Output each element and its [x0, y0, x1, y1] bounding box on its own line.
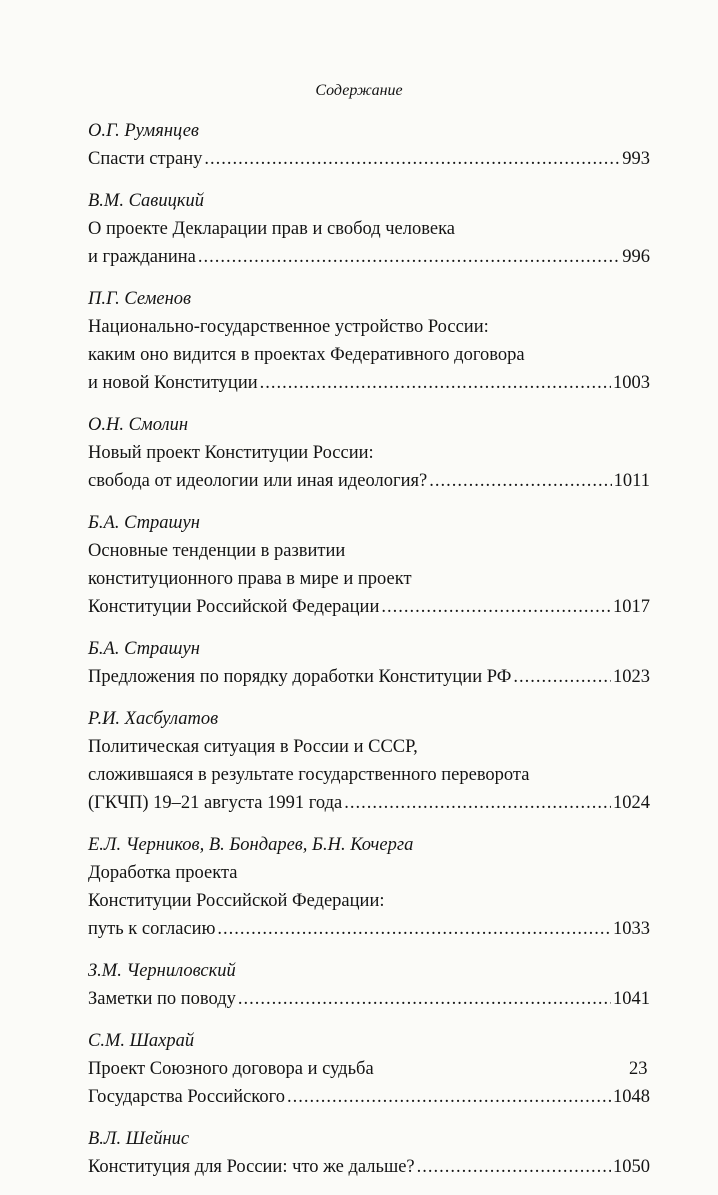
- dot-leader: [198, 243, 620, 271]
- toc-entry: [88, 957, 650, 1013]
- toc-author: С.М. Шахрай: [88, 1031, 195, 1051]
- dot-leader: [238, 985, 611, 1013]
- toc-title-line: Предложения по порядку доработки Конституции РФ: [88, 667, 512, 687]
- toc-entry: [88, 117, 650, 173]
- toc-title-line: О проекте Декларации прав и свобод человека: [88, 219, 456, 239]
- toc-author: Р.И. Хасбулатов: [88, 709, 219, 729]
- toc-page-ref: 1048: [613, 1087, 650, 1107]
- toc-entry: [88, 705, 650, 817]
- toc-entry: [88, 285, 650, 397]
- toc-title-line: Заметки по поводу: [88, 989, 236, 1009]
- toc-title-line: каким оно видится в проектах Федеративного договора: [88, 345, 525, 365]
- toc-title-line: Государства Российского: [88, 1087, 285, 1107]
- toc-title-line: сложившаяся в результате государственного переворота: [88, 765, 530, 785]
- toc-page-ref: 1011: [613, 471, 650, 491]
- toc-title-line: путь к согласию: [88, 919, 216, 939]
- toc-entry: [88, 509, 650, 621]
- toc-leader-line: [88, 985, 650, 1013]
- toc-page-ref: 996: [622, 247, 650, 267]
- dot-leader: [417, 1153, 611, 1181]
- toc-entry: [88, 635, 650, 691]
- toc-title-line: Конституции Российской Федерации: [88, 597, 380, 617]
- toc-title-line: Основные тенденции в развитии: [88, 541, 346, 561]
- toc-title-line: Национально-государственное устройство России:: [88, 317, 489, 337]
- toc-author: Б.А. Страшун: [88, 639, 200, 659]
- toc-page-ref: 1041: [613, 989, 650, 1009]
- toc-leader-line: [88, 789, 650, 817]
- toc-title-line: и гражданина: [88, 247, 196, 267]
- toc-entry: [88, 411, 650, 495]
- toc-entry: [88, 1027, 650, 1111]
- toc-page-ref: 1023: [613, 667, 650, 687]
- toc-author: В.Л. Шейнис: [88, 1129, 190, 1149]
- toc-title-line: (ГКЧП) 19–21 августа 1991 года: [88, 793, 343, 813]
- toc-title-line: и новой Конституции: [88, 373, 258, 393]
- toc-title-line: Проект Союзного договора и судьба: [88, 1059, 374, 1079]
- toc-title-line: Доработка проекта: [88, 863, 238, 883]
- toc-entry: [88, 1125, 650, 1181]
- toc-page-ref: 1024: [613, 793, 650, 813]
- toc-leader-line: [88, 243, 650, 271]
- toc-entry: [88, 831, 650, 943]
- toc-leader-line: [88, 145, 650, 173]
- toc-page-ref: 1017: [613, 597, 650, 617]
- table-of-contents: [88, 117, 650, 1195]
- toc-leader-line: [88, 663, 650, 691]
- toc-page-ref: 1050: [613, 1157, 650, 1177]
- dot-leader: [344, 789, 611, 817]
- dot-leader: [260, 369, 611, 397]
- dot-leader: [513, 663, 611, 691]
- toc-title-line: Конституция для России: что же дальше?: [88, 1157, 415, 1177]
- toc-title-line: Спасти страну: [88, 149, 203, 169]
- toc-title-line: конституционного права в мире и проект: [88, 569, 412, 589]
- toc-page-ref: 993: [622, 149, 650, 169]
- toc-author: О.Н. Смолин: [88, 415, 189, 435]
- toc-leader-line: [88, 915, 650, 943]
- toc-title-line: Политическая ситуация в России и СССР,: [88, 737, 418, 757]
- toc-leader-line: [88, 593, 650, 621]
- dot-leader: [204, 145, 620, 173]
- toc-leader-line: [88, 1153, 650, 1181]
- toc-leader-line: [88, 369, 650, 397]
- toc-author: Е.Л. Черников, В. Бондарев, Б.Н. Кочерга: [88, 835, 414, 855]
- toc-author: Б.А. Страшун: [88, 513, 200, 533]
- toc-author: П.Г. Семенов: [88, 289, 192, 309]
- toc-page-ref: 1033: [613, 919, 650, 939]
- toc-author: О.Г. Румянцев: [88, 121, 199, 141]
- toc-leader-line: [88, 467, 650, 495]
- toc-author: З.М. Черниловский: [88, 961, 236, 981]
- toc-title-line: Конституции Российской Федерации:: [88, 891, 385, 911]
- dot-leader: [217, 915, 611, 943]
- dot-leader: [429, 467, 611, 495]
- toc-title-line: свобода от идеологии или иная идеология?: [88, 471, 428, 491]
- running-header: Содержание: [315, 82, 403, 99]
- toc-leader-line: [88, 1083, 650, 1111]
- page-number: 23: [629, 1059, 648, 1079]
- dot-leader: [287, 1083, 611, 1111]
- toc-author: В.М. Савицкий: [88, 191, 204, 211]
- toc-entry: [88, 187, 650, 271]
- toc-page-ref: 1003: [613, 373, 650, 393]
- dot-leader: [381, 593, 611, 621]
- toc-title-line: Новый проект Конституции России:: [88, 443, 374, 463]
